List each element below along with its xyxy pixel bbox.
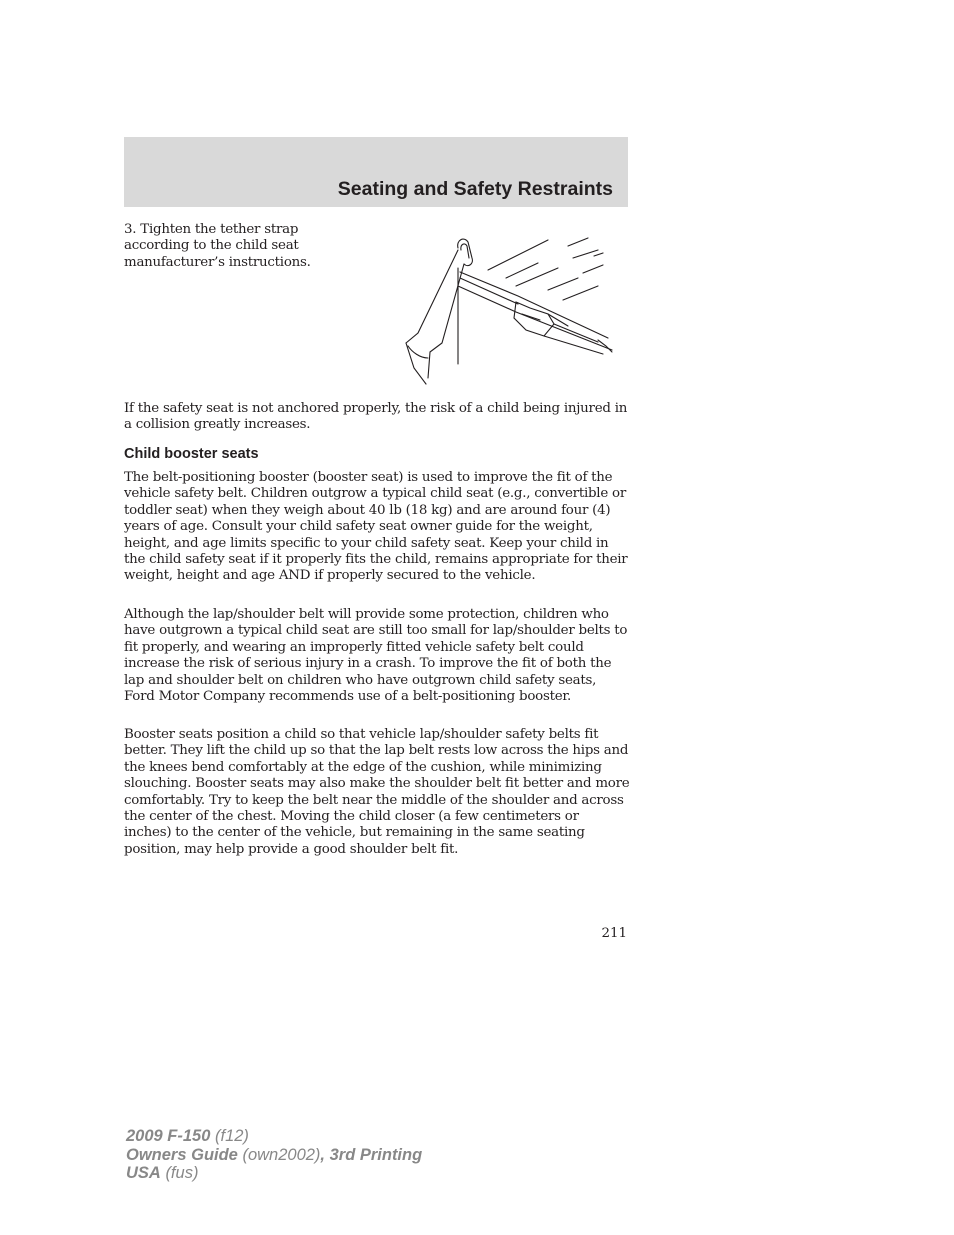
booster-fit-paragraph: Booster seats position a child so that vehicle lap/shoulder safety belts fit better. They lift the child up so that the lap belt rests low across the hips and the knees bend comfortably at the edge of the cushion, while minimizing slouching. Booster seats may also make the shoulder belt fit better and more comfortably. Try to keep the belt near the middle of the shoulder and across the center of the chest. Moving the child closer (a few centimeters or inches) to the center of the vehicle, but remaining in the same seating position, may help provide a good shoulder belt fit. xyxy=(124,727,630,857)
section-header-band xyxy=(124,137,628,207)
document-footer xyxy=(126,1127,422,1183)
footer-line-guide xyxy=(126,1146,422,1165)
anchoring-warning-paragraph: If the safety seat is not anchored properly, the risk of a child being injured in a collision greatly increases. xyxy=(124,401,628,433)
footer-region: USA xyxy=(126,1164,161,1182)
footer-guide-code: (own2002) xyxy=(242,1145,321,1164)
section-title: Seating and Safety Restraints xyxy=(337,178,613,200)
booster-protection-paragraph: Although the lap/shoulder belt will provide some protection, children who have outgrown a typical child seat are still too small for lap/shoulder belts to fit properly, and wearing an improperly fitted vehicle safety belt could increase the risk of serious injury in a crash. To improve the fit of both the lap and shoulder belt on children who have outgrown child safety seats, Ford Motor Company recommends use of a belt-positioning booster. xyxy=(124,607,628,705)
footer-guide: Owners Guide xyxy=(126,1145,238,1164)
footer-line-model xyxy=(126,1127,422,1146)
footer-region-code: (fus) xyxy=(165,1164,199,1182)
child-booster-seats-heading: Child booster seats xyxy=(124,446,259,462)
tether-strap-illustration xyxy=(398,228,618,388)
booster-intro-paragraph: The belt-positioning booster (booster seat) is used to improve the fit of the vehicle safety belt. Children outgrow a typical child seat (e.g., convertible or toddler seat) when they weigh about 40 lb (18 kg) and are around four (4) years of age. Consult your child safety seat owner guide for the weight, height, and age limits specific to your child safety seat. Keep your child in the child safety seat if it properly fits the child, remains appropriate for their weight, height and age AND if properly secured to the vehicle. xyxy=(124,470,628,584)
footer-model-code: (f12) xyxy=(215,1127,249,1145)
step-3-text: 3. Tighten the tether strap according to the child seat manufacturer’s instructions. xyxy=(124,222,311,270)
footer-model: 2009 F-150 xyxy=(126,1127,211,1145)
footer-line-region xyxy=(126,1164,422,1183)
page-number: 211 xyxy=(601,926,627,941)
footer-printing: , 3rd Printing xyxy=(320,1145,423,1164)
